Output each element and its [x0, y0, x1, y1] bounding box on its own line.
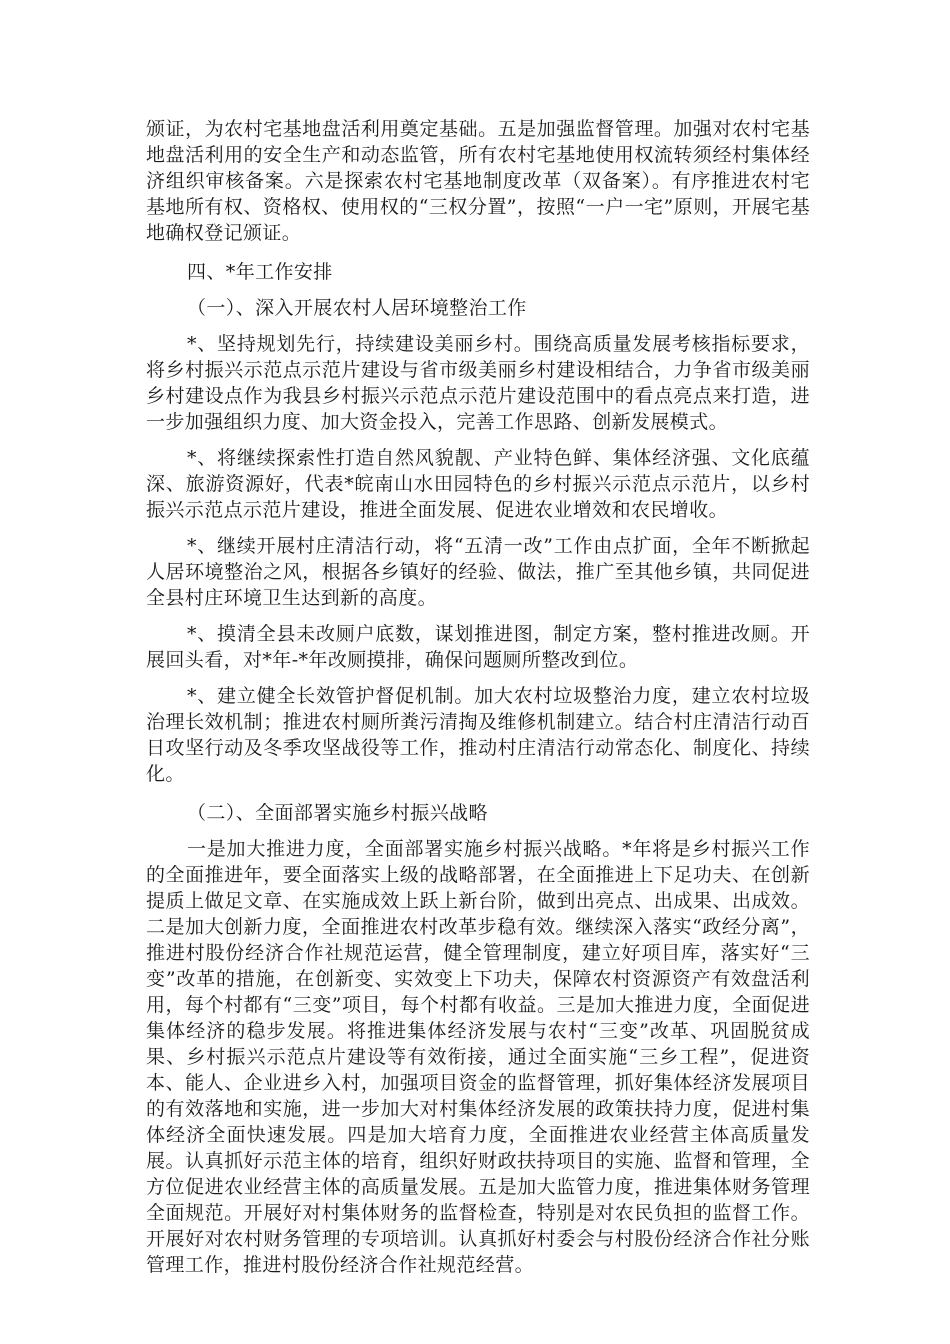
document-page	[146, 116, 810, 1278]
section-heading-4: 四、*年工作安排	[187, 261, 333, 283]
body-paragraph-3: *、继续开展村庄清洁行动，将“五清一改”工作由点扩面，全年不断掀起人居环境整治之风，根据各乡镇好的经验、做法，推广至其他乡镇，共同促进全县村庄环境卫生达到新的高度。	[146, 535, 810, 609]
subsection-heading-1: （一）、深入开展农村人居环境整治工作	[187, 297, 527, 319]
body-paragraph-continuation: 颁证，为农村宅基地盘活利用奠定基础。五是加强监督管理。加强对农村宅基地盘活利用的安全生产和动态监管，所有农村宅基地使用权流转须经村集体经济组织审核备案。六是探索农村宅基地制度改革（双备案）。有序推进农村宅基地所有权、资格权、使用权的“三权分置”，按照“一户一宅”原则，开展宅基地确权登记颁证。	[146, 118, 810, 244]
body-paragraph-6: 一是加大推进力度，全面部署实施乡村振兴战略。*年将是乡村振兴工作的全面推进年，要全面落实上级的战略部署，在全面推进上下足功夫、在创新提质上做足文章、在实施成效上跃上新台阶，做到出亮点、出成果、出成效。二是加大创新力度，全面推进农村改革步稳有效。继续深入落实“政经分离”，推进村股份经济合作社规范运营，健全管理制度，建立好项目库，落实好“三变”改革的措施，在创新变、实效变上下功夫，保障农村资源资产有效盘活利用，每个村都有“三变”项目，每个村都有收益。三是加大推进力度，全面促进集体经济的稳步发展。将推进集体经济发展与农村“三变”改革、巩固脱贫成果、乡村振兴示范点片建设等有效衔接，通过全面实施“三乡工程”，促进资本、能人、企业进乡入村，加强项目资金的监督管理，抓好集体经济发展项目的有效落地和实施，进一步加大对村集体经济发展的政策扶持力度，促进村集体经济全面快速发展。四是加大培育力度，全面推进农业经营主体高质量发展。认真抓好示范主体的培育，组织好财政扶持项目的实施、监督和管理，全方位促进农业经营主体的高质量发展。五是加大监管力度，推进集体财务管理全面规范。开展好对村集体财务的监督检查，特别是对农民负担的监督工作。开展好对农村财务管理的专项培训。认真抓好村委会与村股份经济合作社分账管理工作，推进村股份经济合作社规范经营。	[146, 838, 810, 1276]
body-paragraph-4: *、摸清全县未改厕户底数，谋划推进图，制定方案，整村推进改厕。开展回头看，对*年-*年改厕摸排，确保问题厕所整改到位。	[146, 623, 810, 671]
body-paragraph-5: *、建立健全长效管护督促机制。加大农村垃圾整治力度，建立农村垃圾治理长效机制；推进农村厕所粪污清掏及维修机制建立。结合村庄清洁行动百日攻坚行动及冬季攻坚战役等工作，推动村庄清洁行动常态化、制度化、持续化。	[146, 685, 810, 785]
body-paragraph-2: *、将继续探索性打造自然风貌靓、产业特色鲜、集体经济强、文化底蕴深、旅游资源好，代表*皖南山水田园特色的乡村振兴示范点示范片，以乡村振兴示范点示范片建设，推进全面发展、促进农业增效和农民增收。	[146, 447, 810, 521]
body-paragraph-1: *、坚持规划先行，持续建设美丽乡村。围绕高质量发展考核指标要求，将乡村振兴示范点示范片建设与省市级美丽乡村建设相结合，力争省市级美丽乡村建设点作为我县乡村振兴示范点示范片建设范围中的看点亮点来打造，进一步加强组织力度、加大资金投入，完善工作思路、创新发展模式。	[146, 333, 810, 433]
subsection-heading-2: （二）、全面部署实施乡村振兴战略	[187, 802, 488, 824]
